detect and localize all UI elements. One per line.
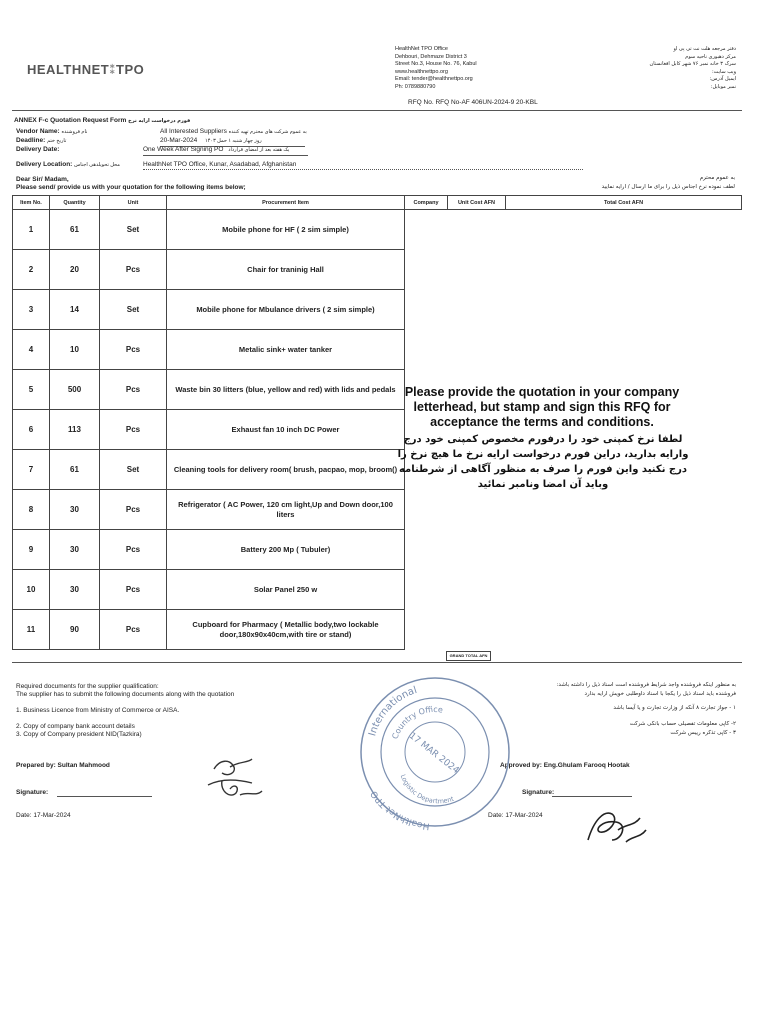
- date-right: Date: 17-Mar-2024: [488, 812, 543, 819]
- requirement-item: 1. Business Licence from Ministry of Commerce or AISA.: [16, 707, 180, 714]
- header-quantity: Quantity: [50, 196, 100, 210]
- item-quantity: 20: [50, 250, 100, 290]
- item-unit: Pcs: [100, 570, 167, 610]
- item-no: 4: [13, 330, 50, 370]
- stamp-date: 17 MAR 2024: [406, 731, 461, 777]
- item-description: Waste bin 30 litters (blue, yellow and red) with lids and pedals: [167, 370, 405, 410]
- grand-total-label: GRAND TOTAL AFN: [446, 651, 491, 661]
- prepared-by: Prepared by: Sultan Mahmood: [16, 762, 110, 769]
- item-no: 10: [13, 570, 50, 610]
- approved-by-signature: [582, 800, 650, 848]
- vendor-label-text: Vendor Name:: [16, 128, 60, 135]
- item-quantity: 30: [50, 490, 100, 530]
- item-quantity: 500: [50, 370, 100, 410]
- logo-star-icon: ⁑: [109, 63, 117, 77]
- item-description: Exhaust fan 10 inch DC Power: [167, 410, 405, 450]
- header-divider: [12, 110, 742, 111]
- vendor-value-text: All Interested Suppliers: [160, 128, 227, 135]
- office-line: Email: tender@healthnettpo.org: [395, 76, 473, 82]
- header-total-cost: Total Cost AFN: [506, 196, 742, 210]
- item-no: 11: [13, 610, 50, 650]
- requirement-item-rtl: ۱ - جواز تجارت ۸ آنکه از وزارت تجارت و یا آیسا باشد: [613, 705, 736, 711]
- item-unit: Pcs: [100, 610, 167, 650]
- stamp-ring-top: International: [367, 684, 419, 738]
- greeting: Dear Sir/ Madam,: [16, 176, 69, 183]
- rfq-number: RFQ No. RFQ No-AF 406UN-2024-9 20-KBL: [408, 99, 538, 106]
- item-description: Solar Panel 250 w: [167, 570, 405, 610]
- header-company: Company: [405, 196, 448, 210]
- office-address: [395, 46, 530, 91]
- delivery-location-label: [16, 160, 120, 170]
- item-no: 8: [13, 490, 50, 530]
- item-quantity: 113: [50, 410, 100, 450]
- section-divider: [12, 662, 742, 663]
- item-quantity: 14: [50, 290, 100, 330]
- delivery-date-value-text: One Week After Signing PO: [143, 146, 224, 153]
- item-description: Refrigerator ( AC Power, 120 cm light,Up and Down door,100 liters: [167, 490, 405, 530]
- requirements-title-rtl: به منظور اینکه فروشنده واجد شرایط فروشنده است اسناد ذیل را داشته باشد:: [556, 682, 736, 688]
- item-quantity: 30: [50, 570, 100, 610]
- requirements-subtitle-rtl: فروشنده باید اسناد ذیل را یکجا با اسناد داوطلبی خویش ارایه بدارد: [584, 691, 736, 697]
- signature-right-label: Signature:: [522, 789, 555, 796]
- office-address-rtl: [596, 46, 736, 91]
- item-unit: Set: [100, 210, 167, 250]
- vendor-label-rtl: نام فروشنده: [61, 129, 88, 135]
- office-line-rtl: ایمیل آدرس:: [709, 76, 736, 82]
- header-unit-cost: Unit Cost AFN: [448, 196, 506, 210]
- header-unit: Unit: [100, 196, 167, 210]
- delivery-location-label-rtl: محل تحویلدهی اجناس: [74, 162, 120, 168]
- item-description: Cleaning tools for delivery room( brush, pacpao, mop, broom(): [167, 450, 405, 490]
- item-no: 3: [13, 290, 50, 330]
- table-row: [13, 210, 742, 250]
- table-header-row: [13, 196, 742, 210]
- delivery-date-value-rtl: یک هفته بعد از امضای قرارداد: [228, 147, 290, 153]
- office-line: Dehbouri, Dehmaze District 3: [395, 53, 467, 60]
- header-item-no: Item No.: [13, 196, 50, 210]
- vendor-value-rtl: به عموم شرکت های محترم تهیه کننده: [228, 129, 307, 135]
- deadline-label-rtl: تاریخ ختم: [47, 138, 67, 144]
- instruction: Please send/ provide us with your quotation for the following items below;: [16, 184, 246, 191]
- requirement-item-rtl: ۳ - کاپی تذکره رییس شرکت: [670, 730, 736, 736]
- annex-title-rtl: فورم درخواست ارایه نرخ: [128, 118, 191, 124]
- delivery-date-value: [143, 145, 308, 156]
- annex-title: [14, 116, 190, 126]
- instruction-rtl: لطف نموده نرخ اجناس ذیل را برای ما ارسال / ارایه نمایید: [601, 184, 735, 190]
- item-no: 5: [13, 370, 50, 410]
- item-no: 6: [13, 410, 50, 450]
- delivery-date-label: Delivery Date:: [16, 146, 60, 153]
- requirement-item: 2. Copy of company bank account details: [16, 723, 135, 730]
- delivery-location-value: HealthNet TPO Office, Kunar, Asadabad, Afghanistan: [143, 160, 583, 170]
- office-line: www.healthnettpo.org: [395, 68, 448, 75]
- annex-title-text: ANNEX F-c Quotation Request Form: [14, 117, 127, 124]
- header-procurement-item: Procurement Item: [167, 196, 405, 210]
- office-line-rtl: سرک ۳ خانه نمبر ۷۶ شهر کابل افغانستان: [649, 61, 736, 67]
- official-stamp: [355, 672, 515, 832]
- item-unit: Pcs: [100, 330, 167, 370]
- logo-text: HEALTHNET: [27, 62, 110, 77]
- requirements-subtitle: The supplier has to submit the following documents along with the quotation: [16, 691, 235, 698]
- item-description: Metalic sink+ water tanker: [167, 330, 405, 370]
- office-line-rtl: مرکز دهبوری ناحیه سوم: [685, 53, 736, 60]
- item-description: Mobile phone for Mbulance drivers ( 2 sim simple): [167, 290, 405, 330]
- item-quantity: 10: [50, 330, 100, 370]
- item-quantity: 30: [50, 530, 100, 570]
- office-line-rtl: نمبر موبایل:: [710, 83, 736, 90]
- item-no: 7: [13, 450, 50, 490]
- office-line: HealthNet TPO Office: [395, 46, 448, 52]
- office-line: Street No.3, House No. 76, Kabul: [395, 61, 477, 67]
- deadline-label-text: Deadline:: [16, 137, 46, 144]
- healthnet-logo: [27, 62, 144, 77]
- stamp-inner-bottom: Logistic Department: [398, 773, 455, 806]
- item-unit: Set: [100, 450, 167, 490]
- office-line: Ph: 0789880790: [395, 83, 436, 90]
- item-unit: Pcs: [100, 410, 167, 450]
- item-unit: Pcs: [100, 370, 167, 410]
- item-description: Cupboard for Pharmacy ( Metallic body,two lockable door,180x90x40cm,with tire or stand): [167, 610, 405, 650]
- item-quantity: 90: [50, 610, 100, 650]
- requirements-title: Required documents for the supplier qualification:: [16, 683, 159, 690]
- item-no: 9: [13, 530, 50, 570]
- prepared-by-signature: [200, 755, 270, 810]
- approved-by: Approved by: Eng.Ghulam Farooq Hootak: [500, 762, 630, 769]
- item-unit: Pcs: [100, 490, 167, 530]
- quotation-notice-rtl: لطفا نرخ کمپنی خود را درفورم مخصوص کمپنی خود درج وارایه بدارید، دراین فورم درخواست ارایه نرخ ما هیچ نرخ را درج نکنید واین فورم را صرف به منظور آگاهی از شرطنامه وباید آن امضا ونامبر نمائید: [397, 434, 689, 490]
- date-left: Date: 17-Mar-2024: [16, 812, 71, 819]
- delivery-location-label-text: Delivery Location:: [16, 161, 73, 168]
- signature-left-line: [57, 796, 152, 797]
- item-description: Mobile phone for HF ( 2 sim simple): [167, 210, 405, 250]
- stamp-inner-top: Country Office: [390, 704, 444, 741]
- item-quantity: 61: [50, 450, 100, 490]
- requirement-item: 3. Copy of Company president NID(Tazkira): [16, 731, 142, 738]
- quotation-notice: Please provide the quotation in your company letterhead, but stamp and sign this RFQ for acceptance the terms and conditions.: [404, 385, 680, 429]
- stamp-ring-left: HealthNet TPO: [369, 788, 431, 831]
- item-unit: Pcs: [100, 530, 167, 570]
- item-description: Battery 200 Mp ( Tubuler): [167, 530, 405, 570]
- logo-suffix: TPO: [116, 62, 145, 77]
- signature-right-line: [552, 796, 632, 797]
- signature-left-label: Signature:: [16, 789, 49, 796]
- requirement-item-rtl: ۲- کاپی معلومات تفصیلی حساب بانکی شرکت: [629, 721, 736, 727]
- item-no: 2: [13, 250, 50, 290]
- office-line-rtl: دفتر مرجعه هلت نت تی پی او: [673, 46, 736, 52]
- item-unit: Pcs: [100, 250, 167, 290]
- item-description: Chair for traninig Hall: [167, 250, 405, 290]
- deadline-value-rtl: روز چهار شنبه ۱ حمل ۱۴۰۳: [205, 138, 262, 144]
- greeting-rtl: به عموم محترم: [699, 175, 735, 181]
- item-quantity: 61: [50, 210, 100, 250]
- item-unit: Set: [100, 290, 167, 330]
- office-line-rtl: ویب سایت:: [711, 68, 736, 75]
- item-no: 1: [13, 210, 50, 250]
- deadline-value-text: 20-Mar-2024: [160, 137, 198, 144]
